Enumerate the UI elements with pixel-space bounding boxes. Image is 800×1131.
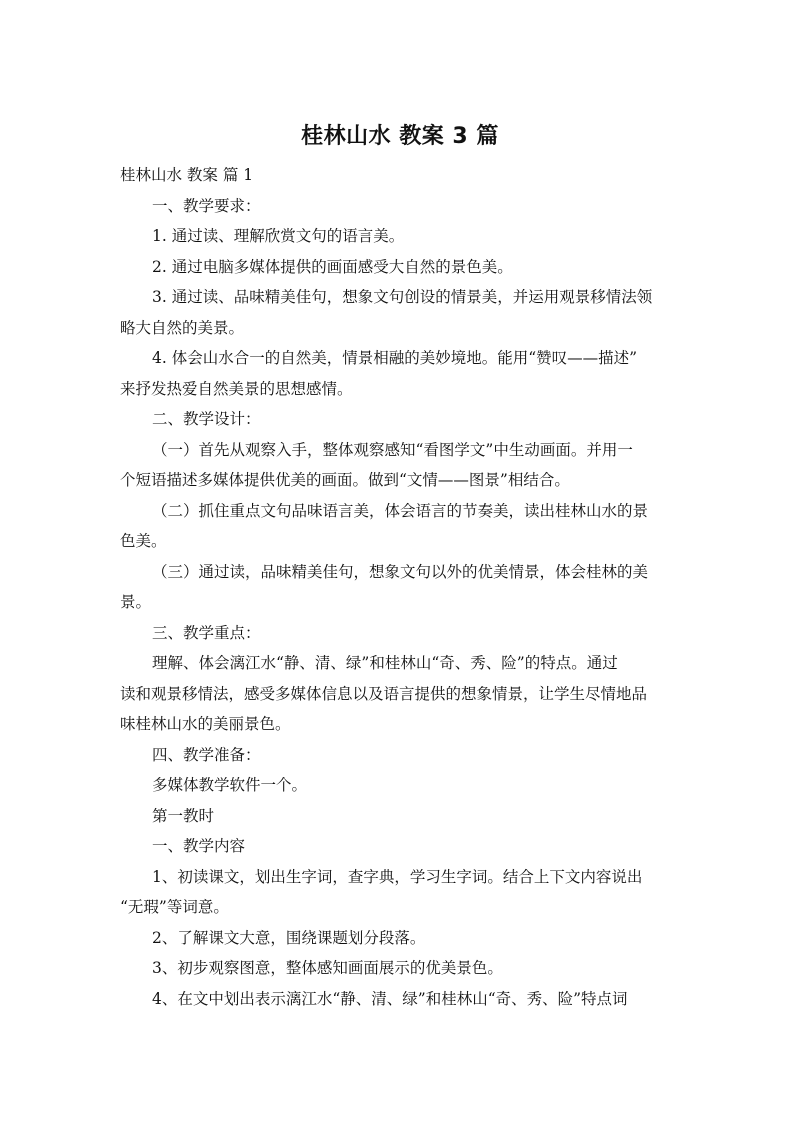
text-line: 1、初读课文，划出生字词，查字典，学习生字词。结合上下文内容说出 [152,867,643,886]
text-line: 读和观景移情法，感受多媒体信息以及语言提供的想象情景，让学生尽情地品 [120,684,648,703]
text-line: 第一教时 [152,806,215,825]
text-line: 略大自然的美景。 [120,318,245,337]
document-body [120,160,682,1014]
text-line: 3. 通过读、品味精美佳句，想象文句创设的情景美，并运用观景移情法领 [152,288,653,306]
text-line: 1. 通过读、理解欣赏文句的语言美。 [152,227,405,245]
text-line: 味桂林山水的美丽景色。 [120,715,291,733]
text-line: 个短语描述多媒体提供优美的画面。做到“文情——图景”相结合。 [120,471,570,489]
text-line: 桂林山水 教案 篇 1 [120,166,254,184]
text-line: 四、教学准备： [152,745,261,764]
text-line: 2、了解课文大意，围绕课题划分段落。 [152,928,426,947]
text-line: 一、教学内容 [152,837,246,855]
text-line: （一）首先从观察入手，整体观察感知“看图学文”中生动画面。并用一 [152,440,633,459]
text-line: 4、在文中划出表示漓江水“静、清、绿”和桂林山“奇、秀、险”特点词 [152,989,628,1008]
text-line: 4. 体会山水合一的自然美，情景相融的美妙境地。能用“赞叹——描述” [152,349,638,367]
text-line: 来抒发热爱自然美景的思想感情。 [120,379,353,398]
text-line: 三、教学重点： [152,623,261,642]
text-line: （二）抓住重点文句品味语言美，体会语言的节奏美，读出桂林山水的景 [152,501,649,520]
page-title: 桂林山水 教案 3 篇 [301,124,499,149]
text-line: “无瑕”等词意。 [120,898,229,916]
text-line: 景。 [120,593,152,611]
text-line: 3、初步观察图意，整体感知画面展示的优美景色。 [152,959,503,977]
text-line: （三）通过读，品味精美佳句，想象文句以外的优美情景，体会桂林的美 [152,562,649,581]
text-line: 二、教学设计： [152,410,261,428]
text-line: 一、教学要求： [152,196,261,215]
text-line: 2. 通过电脑多媒体提供的画面感受大自然的景色美。 [152,257,513,276]
text-line: 色美。 [120,532,167,550]
text-line: 理解、体会漓江水“静、清、绿”和桂林山“奇、秀、险”的特点。通过 [152,654,618,672]
text-line: 多媒体教学软件一个。 [152,776,308,794]
